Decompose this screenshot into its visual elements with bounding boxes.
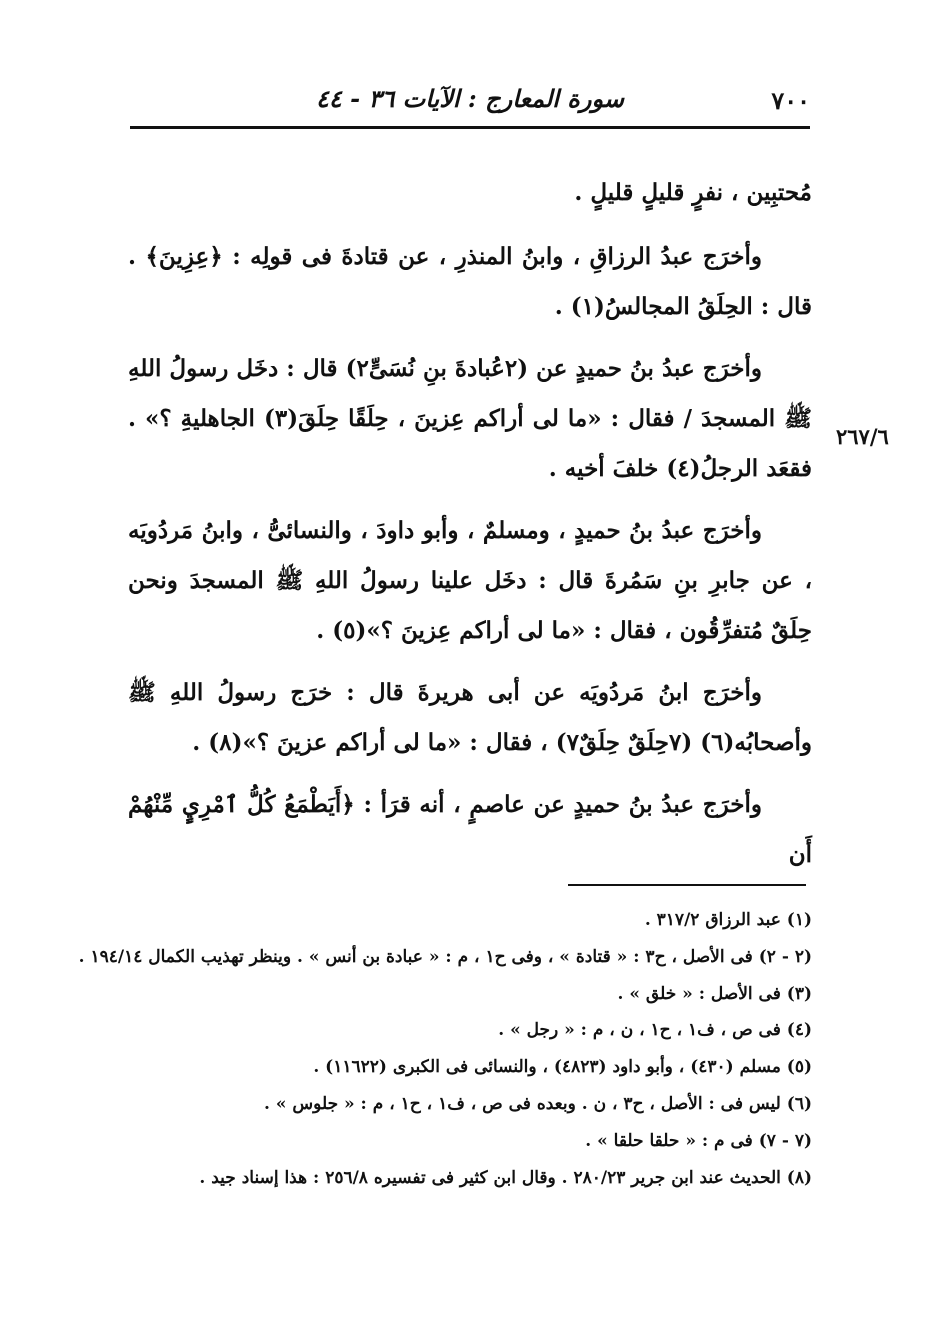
paragraph-1: مُحتبِين ، نفرٍ قليلٍ قليلٍ . [574,179,812,206]
page-header [130,82,810,122]
footnote-item: (٢ - ٢) فى الأصل ، ح٣ : « قتادة » ، وفى ح١ ، م : « عبادة بن أنس » . وينظر تهذيب الكمال ١٩٤/١٤ . [78,946,812,967]
margin-volume-page-note: ٢٦٧/٦ [836,424,889,449]
footnote-item: (٣) فى الأصل : « خلق » . [617,983,812,1004]
page-number: ٧٠٠ [771,86,810,115]
paragraph-2: وأخرَج عبدُ الرزاقِ ، وابنُ المنذرِ ، عن قتادةَ فى قولِه : ﴿عِزِينَ﴾ . قال : الحِلَقُ المجالسُ(١) . [128,243,812,320]
footnote-item: (٥) مسلم (٤٣٠) ، وأبو داود (٤٨٢٣) ، والنسائى فى الكبرى (١١٦٢٢) . [313,1057,812,1078]
paragraph-3: وأخرَج عبدُ بنُ حميدٍ عن (٢عُبادةَ بنِ نُسَىٍّ٢) قال : دخَل رسولُ اللهِ ﷺ المسجدَ / فقال : «ما لى أراكم عِزينَ ، حِلَقًا حِلَقَ(٣) الجاهليةِ ؟» . فقعَد الرجلُ(٤) خلفَ أخيه . [128,355,812,482]
paragraph-4: وأخرَج عبدُ بنُ حميدٍ ، ومسلمٌ ، وأبو داودَ ، والنسائىُّ ، وابنُ مَردُويَه ، عن جابرِ بنِ سَمُرةَ قال : دخَل علينا رسولُ اللهِ ﷺ المسجدَ ونحن حِلَقٌ مُتفرِّقُون ، فقال : «ما لى أراكم عِزينَ ؟»(٥) . [128,517,812,644]
paragraph-6: وأخرَج عبدُ بنُ حميدٍ عن عاصمٍ ، أنه قرَأ : ﴿أَيَطْمَعُ كُلُّ ٱمْرِيٍٕ مِّنْهُمْ أَن [128,791,812,868]
main-text [128,168,812,892]
footnote-item: (٤) فى ص ، ف١ ، ح١ ، ن ، م : « رجل » . [498,1020,812,1041]
running-title: سورة المعارج : الآيات ٣٦ - ٤٤ [316,84,624,113]
footnote-item: (١) عبد الرزاق ٣١٧/٢ . [644,910,812,930]
header-rule [130,126,810,129]
footnote-item: (٦) ليس فى : الأصل ، ح٣ ، ن . وبعده فى ص ، ف١ ، ح١ ، م : « جلوس » . [264,1093,812,1114]
footnote-item: (٧ - ٧) فى م : « حلقا حلقا » . [585,1130,812,1151]
footnote-rule [568,884,806,886]
footnotes-list [78,902,812,1196]
paragraph-5: وأخرَج ابنُ مَردُويَه عن أبى هريرةَ قال : خرَج رسولُ اللهِ ﷺ وأصحابُه(٦) (٧حِلَقٌ حِلَقٌ٧) ، فقال : «ما لى أراكم عزينَ ؟»(٨) . [128,679,812,756]
footnote-item: (٨) الحديث عند ابن جرير ٢٨٠/٢٣ . وقال ابن كثير فى تفسيره ٢٥٦/٨ : هذا إسناد جيد . [199,1167,812,1188]
